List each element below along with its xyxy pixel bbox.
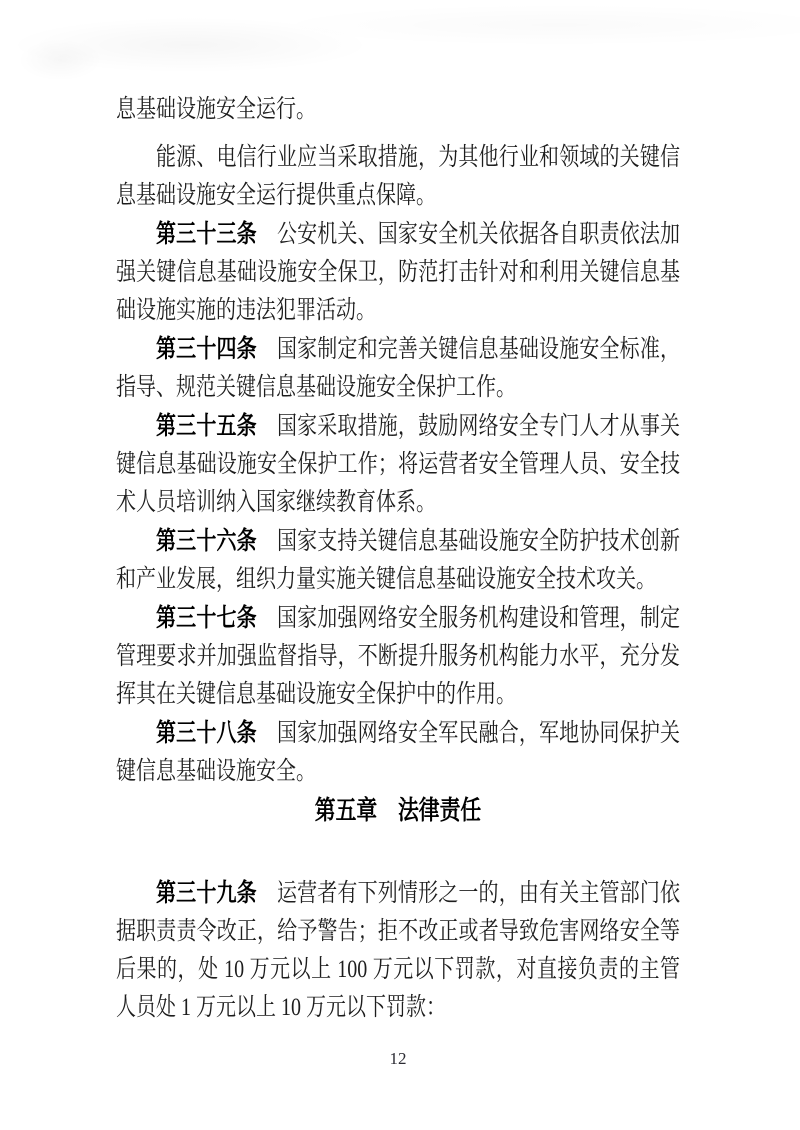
paragraph bbox=[116, 523, 680, 599]
text-line: 能源、电信行业应当采取措施，为其他行业和领域的关键信 bbox=[156, 144, 680, 171]
text-body bbox=[116, 91, 680, 1027]
paragraph bbox=[116, 875, 680, 1027]
article-number: 第三十四条 bbox=[156, 336, 257, 363]
text-line: 人员处 1 万元以上 10 万元以下罚款： bbox=[116, 994, 447, 1021]
text-line: 础设施实施的违法犯罪活动。 bbox=[116, 297, 377, 324]
article-number: 第三十九条 bbox=[156, 880, 257, 907]
text-line: 据职责责令改正，给予警告；拒不改正或者导致危害网络安全等 bbox=[116, 918, 680, 945]
article-number: 第三十六条 bbox=[156, 528, 257, 555]
text-line: 指导、规范关键信息基础设施安全保护工作。 bbox=[116, 374, 517, 401]
text-line: 挥其在关键信息基础设施安全保护中的作用。 bbox=[116, 681, 517, 708]
text-line: 第三十六条 国家支持关键信息基础设施安全防护技术创新 bbox=[156, 528, 680, 555]
text-line: 强关键信息基础设施安全保卫，防范打击针对和利用关键信息基 bbox=[116, 259, 680, 286]
paragraph bbox=[116, 715, 680, 791]
page-number: 12 bbox=[389, 1049, 407, 1068]
text-line: 第三十九条 运营者有下列情形之一的，由有关主管部门依 bbox=[156, 880, 680, 907]
text-line: 术人员培训纳入国家继续教育体系。 bbox=[116, 489, 437, 516]
text-line: 第三十四条 国家制定和完善关键信息基础设施安全标准， bbox=[156, 336, 680, 363]
text-line: 第三十五条 国家采取措施，鼓励网络安全专门人才从事关 bbox=[156, 413, 680, 440]
paragraph bbox=[116, 139, 680, 215]
paragraph bbox=[116, 331, 680, 407]
text-line: 键信息基础设施安全保护工作；将运营者安全管理人员、安全技 bbox=[116, 451, 680, 478]
text-line: 第三十三条 公安机关、国家安全机关依据各自职责依法加 bbox=[156, 221, 680, 248]
text-line: 键信息基础设施安全。 bbox=[116, 758, 317, 785]
text-line: 管理要求并加强监督指导，不断提升服务机构能力水平，充分发 bbox=[116, 643, 680, 670]
paragraph bbox=[116, 91, 680, 129]
text-line: 息基础设施安全运行提供重点保障。 bbox=[116, 182, 437, 209]
article-number: 第三十七条 bbox=[156, 605, 257, 632]
text-line: 和产业发展，组织力量实施关键信息基础设施安全技术攻关。 bbox=[116, 566, 657, 593]
article-number: 第三十三条 bbox=[156, 221, 257, 248]
text-line: 后果的，处 10 万元以上 100 万元以下罚款，对直接负责的主管 bbox=[116, 956, 680, 983]
text-line: 第三十八条 国家加强网络安全军民融合，军地协同保护关 bbox=[156, 720, 680, 747]
article-number: 第三十五条 bbox=[156, 413, 257, 440]
text-line: 第三十七条 国家加强网络安全服务机构建设和管理，制定 bbox=[156, 605, 680, 632]
paragraph bbox=[116, 408, 680, 522]
text-line: 息基础设施安全运行。 bbox=[116, 96, 317, 123]
paragraph bbox=[116, 216, 680, 330]
chapter-heading: 第五章 法律责任 bbox=[314, 796, 482, 825]
paragraph bbox=[116, 600, 680, 714]
article-number: 第三十八条 bbox=[156, 720, 257, 747]
